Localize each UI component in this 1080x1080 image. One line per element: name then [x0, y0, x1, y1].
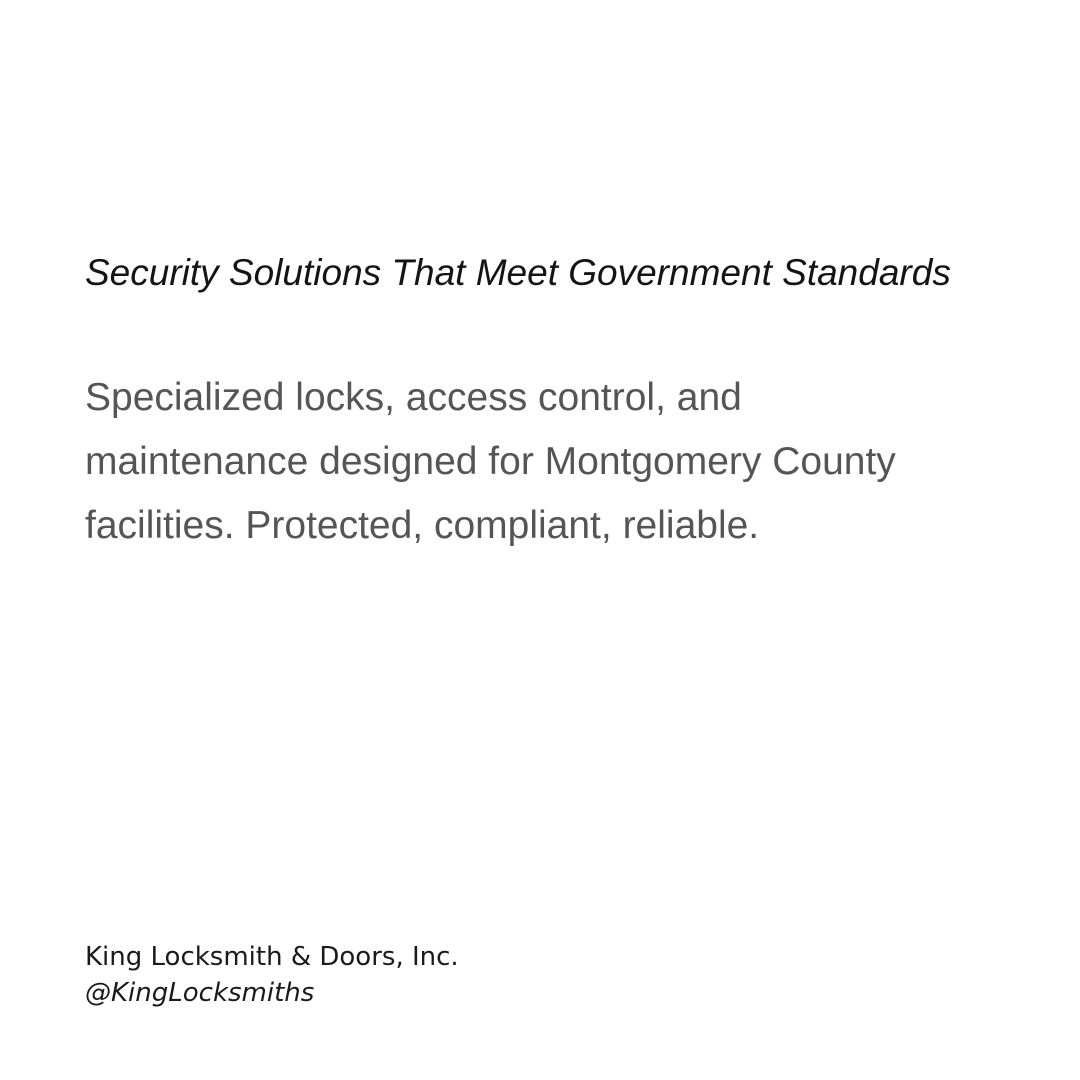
post-headline: Security Solutions That Meet Government Standards	[85, 252, 951, 293]
post-body-text: Specialized locks, access control, and maintenance designed for Montgomery County facilities. Protected, compliant, reliable.	[85, 376, 896, 547]
social-handle: @KingLocksmiths	[85, 978, 315, 1008]
post-footer	[85, 939, 785, 1011]
company-name: King Locksmith & Doors, Inc.	[85, 942, 459, 972]
